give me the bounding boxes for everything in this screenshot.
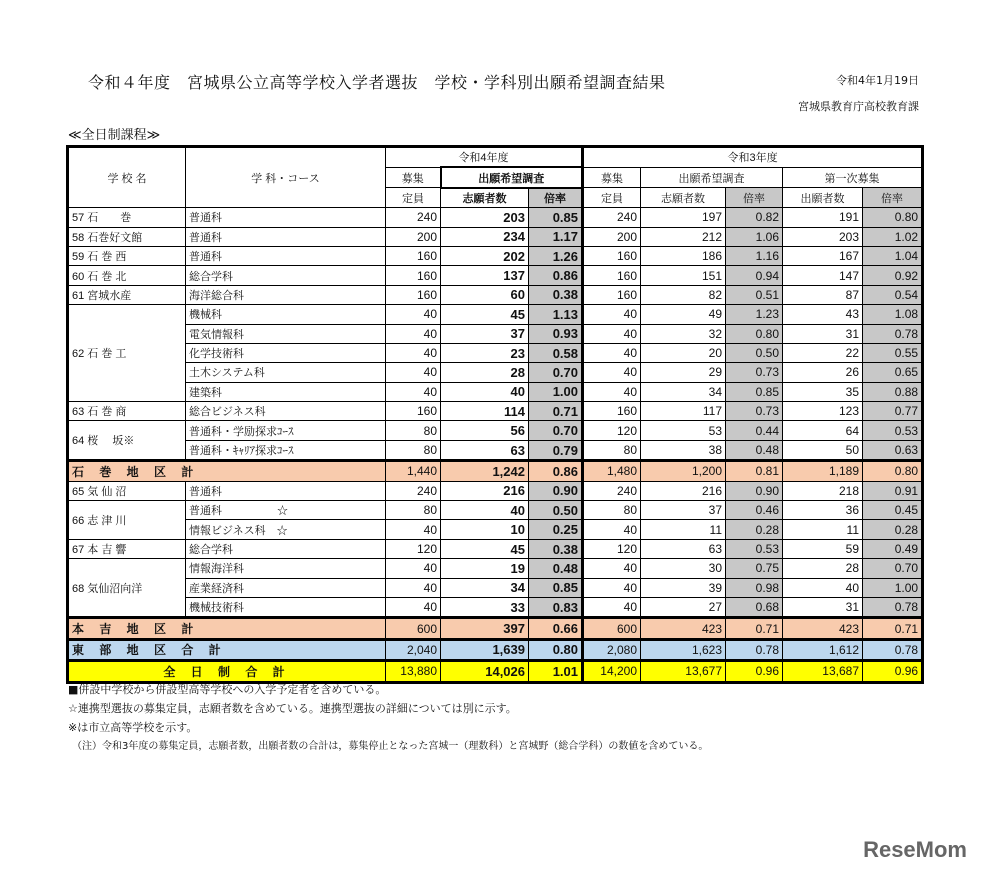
cell-ratio-first-r3: 1.00 xyxy=(863,578,923,597)
cell-ratio-r4: 0.58 xyxy=(529,343,583,362)
header-applicants-r4: 志願者数 xyxy=(441,188,529,208)
course-name: 電気情報科 xyxy=(186,324,386,343)
cell-ratio-r4: 0.70 xyxy=(529,421,583,440)
cell-ratio-r4: 0.83 xyxy=(529,597,583,617)
cell-teiin-r4: 13,880 xyxy=(386,661,441,682)
cell-teiin-r4: 40 xyxy=(386,382,441,401)
school-name: 58 石巻好文館 xyxy=(68,227,186,246)
cell-ratio-r3: 0.96 xyxy=(726,661,783,682)
cell-teiin-r3: 40 xyxy=(583,559,641,578)
cell-ratio-first-r3: 0.91 xyxy=(863,481,923,500)
course-name: 土木システム科 xyxy=(186,363,386,382)
cell-applicants-r3: 37 xyxy=(641,501,726,520)
cell-applicants-r3: 216 xyxy=(641,481,726,500)
cell-applicants-r4: 45 xyxy=(441,305,529,324)
cell-applicants-r3: 63 xyxy=(641,539,726,558)
cell-teiin-r3: 40 xyxy=(583,578,641,597)
cell-teiin-r4: 80 xyxy=(386,501,441,520)
cell-teiin-r3: 200 xyxy=(583,227,641,246)
subtotal-row xyxy=(68,639,923,660)
cell-ratio-r3: 0.48 xyxy=(726,440,783,460)
cell-shutsugan-r3: 1,612 xyxy=(783,639,863,660)
header-survey-r3: 出願希望調査 xyxy=(641,167,783,187)
cell-ratio-r3: 0.68 xyxy=(726,597,783,617)
cell-ratio-r4: 0.70 xyxy=(529,363,583,382)
cell-applicants-r3: 13,677 xyxy=(641,661,726,682)
cell-applicants-r4: 397 xyxy=(441,618,529,639)
course-name: 普通科・ｷｬﾘｱ探求ｺｰｽ xyxy=(186,440,386,460)
cell-ratio-first-r3: 0.78 xyxy=(863,639,923,660)
cell-ratio-r3: 0.98 xyxy=(726,578,783,597)
cell-ratio-r4: 0.50 xyxy=(529,501,583,520)
cell-applicants-r4: 60 xyxy=(441,285,529,304)
cell-ratio-r4: 0.86 xyxy=(529,266,583,285)
cell-applicants-r4: 63 xyxy=(441,440,529,460)
subtotal-row xyxy=(68,461,923,481)
table-row xyxy=(68,266,923,285)
cell-teiin-r4: 2,040 xyxy=(386,639,441,660)
cell-teiin-r3: 2,080 xyxy=(583,639,641,660)
table-row xyxy=(68,305,923,324)
cell-applicants-r4: 34 xyxy=(441,578,529,597)
cell-ratio-r3: 0.51 xyxy=(726,285,783,304)
cell-ratio-r3: 0.85 xyxy=(726,382,783,401)
cell-teiin-r3: 80 xyxy=(583,440,641,460)
header-first: 第一次募集 xyxy=(783,167,923,187)
course-name: 総合学科 xyxy=(186,266,386,285)
cell-ratio-r4: 0.85 xyxy=(529,208,583,227)
date: 令和4年1月19日 xyxy=(836,74,919,87)
cell-ratio-r4: 0.38 xyxy=(529,539,583,558)
cell-applicants-r3: 1,623 xyxy=(641,639,726,660)
course-name: 普通科 xyxy=(186,481,386,500)
cell-ratio-r4: 1.17 xyxy=(529,227,583,246)
cell-shutsugan-r3: 64 xyxy=(783,421,863,440)
table-row xyxy=(68,227,923,246)
cell-ratio-first-r3: 0.70 xyxy=(863,559,923,578)
cell-ratio-r4: 0.86 xyxy=(529,461,583,481)
school-name: 57 石 巻 xyxy=(68,208,186,227)
cell-ratio-r4: 0.66 xyxy=(529,618,583,639)
cell-ratio-r3: 0.46 xyxy=(726,501,783,520)
cell-ratio-r3: 1.06 xyxy=(726,227,783,246)
cell-teiin-r4: 1,440 xyxy=(386,461,441,481)
cell-teiin-r4: 200 xyxy=(386,227,441,246)
cell-applicants-r3: 117 xyxy=(641,402,726,421)
school-name: 61 宮城水産 xyxy=(68,285,186,304)
cell-teiin-r4: 40 xyxy=(386,578,441,597)
cell-applicants-r3: 39 xyxy=(641,578,726,597)
table-row xyxy=(68,363,923,382)
cell-applicants-r4: 216 xyxy=(441,481,529,500)
cell-ratio-first-r3: 0.53 xyxy=(863,421,923,440)
cell-ratio-r4: 0.85 xyxy=(529,578,583,597)
cell-ratio-r3: 0.90 xyxy=(726,481,783,500)
cell-teiin-r4: 80 xyxy=(386,421,441,440)
cell-ratio-r4: 0.80 xyxy=(529,639,583,660)
cell-shutsugan-r3: 31 xyxy=(783,324,863,343)
course-name: 普通科 xyxy=(186,246,386,265)
cell-teiin-r4: 80 xyxy=(386,440,441,460)
cell-ratio-first-r3: 0.78 xyxy=(863,597,923,617)
cell-teiin-r3: 40 xyxy=(583,597,641,617)
course-name: 機械科 xyxy=(186,305,386,324)
cell-teiin-r3: 14,200 xyxy=(583,661,641,682)
cell-ratio-r4: 0.79 xyxy=(529,440,583,460)
header-survey-r4: 出願希望調査 xyxy=(441,167,583,187)
cell-applicants-r3: 82 xyxy=(641,285,726,304)
cell-applicants-r4: 40 xyxy=(441,501,529,520)
school-name: 67 本 吉 響 xyxy=(68,539,186,558)
cell-ratio-first-r3: 0.63 xyxy=(863,440,923,460)
cell-ratio-r3: 0.80 xyxy=(726,324,783,343)
cell-ratio-first-r3: 0.54 xyxy=(863,285,923,304)
school-name: 68 気仙沼向洋 xyxy=(68,559,186,618)
cell-applicants-r3: 20 xyxy=(641,343,726,362)
note: ☆連携型選抜の募集定員，志願者数を含めている。連携型選抜の詳細については別に示す。 xyxy=(68,702,517,715)
table-row xyxy=(68,246,923,265)
cell-applicants-r3: 151 xyxy=(641,266,726,285)
subtotal-label: 石 巻 地 区 計 xyxy=(68,461,386,481)
cell-applicants-r3: 38 xyxy=(641,440,726,460)
cell-applicants-r4: 1,639 xyxy=(441,639,529,660)
cell-ratio-first-r3: 0.78 xyxy=(863,324,923,343)
page-title: 令和４年度 宮城県公立高等学校入学者選抜 学校・学科別出願希望調査結果 xyxy=(88,73,666,92)
cell-applicants-r4: 23 xyxy=(441,343,529,362)
course-name: 建築科 xyxy=(186,382,386,401)
cell-ratio-r4: 1.13 xyxy=(529,305,583,324)
table-row xyxy=(68,520,923,539)
note: ※は市立高等学校を示す。 xyxy=(68,721,198,734)
cell-ratio-first-r3: 1.04 xyxy=(863,246,923,265)
cell-teiin-r3: 120 xyxy=(583,421,641,440)
cell-ratio-r3: 0.71 xyxy=(726,618,783,639)
cell-applicants-r3: 53 xyxy=(641,421,726,440)
table-row xyxy=(68,481,923,500)
cell-applicants-r3: 32 xyxy=(641,324,726,343)
course-name: 海洋総合科 xyxy=(186,285,386,304)
cell-ratio-first-r3: 0.65 xyxy=(863,363,923,382)
header-r4: 令和4年度 xyxy=(386,147,583,168)
cell-ratio-r3: 0.44 xyxy=(726,421,783,440)
header-boshu: 募集 xyxy=(386,167,441,187)
cell-applicants-r4: 19 xyxy=(441,559,529,578)
header-ratio-first: 倍率 xyxy=(863,188,923,208)
cell-teiin-r4: 160 xyxy=(386,266,441,285)
cell-teiin-r3: 40 xyxy=(583,363,641,382)
subtotal-label: 本 吉 地 区 計 xyxy=(68,618,386,639)
table-row xyxy=(68,402,923,421)
cell-teiin-r4: 160 xyxy=(386,402,441,421)
cell-ratio-r3: 1.23 xyxy=(726,305,783,324)
cell-ratio-r3: 1.16 xyxy=(726,246,783,265)
cell-shutsugan-r3: 43 xyxy=(783,305,863,324)
cell-applicants-r4: 56 xyxy=(441,421,529,440)
cell-applicants-r3: 49 xyxy=(641,305,726,324)
cell-applicants-r4: 114 xyxy=(441,402,529,421)
cell-ratio-r3: 0.28 xyxy=(726,520,783,539)
cell-applicants-r3: 34 xyxy=(641,382,726,401)
cell-ratio-r4: 1.01 xyxy=(529,661,583,682)
course-name: 機械技術科 xyxy=(186,597,386,617)
cell-ratio-r3: 0.73 xyxy=(726,363,783,382)
school-name: 64 桜 坂※ xyxy=(68,421,186,461)
section-title: ≪全日制課程≫ xyxy=(68,128,161,143)
cell-ratio-r4: 0.71 xyxy=(529,402,583,421)
header-course: 学 科・コース xyxy=(186,147,386,208)
cell-shutsugan-r3: 40 xyxy=(783,578,863,597)
cell-ratio-first-r3: 1.02 xyxy=(863,227,923,246)
cell-teiin-r3: 40 xyxy=(583,382,641,401)
cell-shutsugan-r3: 28 xyxy=(783,559,863,578)
cell-shutsugan-r3: 13,687 xyxy=(783,661,863,682)
cell-ratio-first-r3: 0.92 xyxy=(863,266,923,285)
cell-ratio-r4: 1.00 xyxy=(529,382,583,401)
table-row xyxy=(68,559,923,578)
department: 宮城県教育庁高校教育課 xyxy=(798,100,919,113)
course-name: 産業経済科 xyxy=(186,578,386,597)
cell-applicants-r3: 27 xyxy=(641,597,726,617)
cell-teiin-r4: 40 xyxy=(386,324,441,343)
subtotal-label: 東 部 地 区 合 計 xyxy=(68,639,386,660)
cell-shutsugan-r3: 11 xyxy=(783,520,863,539)
cell-shutsugan-r3: 26 xyxy=(783,363,863,382)
cell-shutsugan-r3: 59 xyxy=(783,539,863,558)
subtotal-row xyxy=(68,661,923,682)
school-name: 65 気 仙 沼 xyxy=(68,481,186,500)
course-name: 普通科 xyxy=(186,208,386,227)
course-name: 情報ビジネス科 ☆ xyxy=(186,520,386,539)
cell-applicants-r3: 30 xyxy=(641,559,726,578)
cell-applicants-r4: 33 xyxy=(441,597,529,617)
header-boshu-r3: 募集 xyxy=(583,167,641,187)
cell-applicants-r3: 29 xyxy=(641,363,726,382)
cell-teiin-r3: 1,480 xyxy=(583,461,641,481)
cell-teiin-r4: 160 xyxy=(386,285,441,304)
course-name: 情報海洋科 xyxy=(186,559,386,578)
cell-teiin-r4: 40 xyxy=(386,363,441,382)
cell-shutsugan-r3: 50 xyxy=(783,440,863,460)
school-name: 62 石 巻 工 xyxy=(68,305,186,402)
cell-applicants-r3: 186 xyxy=(641,246,726,265)
cell-ratio-first-r3: 0.88 xyxy=(863,382,923,401)
notes xyxy=(68,680,708,756)
cell-ratio-r3: 0.73 xyxy=(726,402,783,421)
cell-teiin-r3: 120 xyxy=(583,539,641,558)
course-name: 化学技術科 xyxy=(186,343,386,362)
cell-teiin-r3: 40 xyxy=(583,343,641,362)
table-row xyxy=(68,343,923,362)
school-name: 63 石 巻 商 xyxy=(68,402,186,421)
cell-teiin-r4: 160 xyxy=(386,246,441,265)
table-row xyxy=(68,578,923,597)
cell-applicants-r4: 202 xyxy=(441,246,529,265)
school-name: 60 石 巻 北 xyxy=(68,266,186,285)
table-row xyxy=(68,208,923,227)
cell-teiin-r3: 160 xyxy=(583,266,641,285)
cell-ratio-r3: 0.53 xyxy=(726,539,783,558)
table-row xyxy=(68,285,923,304)
cell-ratio-first-r3: 0.80 xyxy=(863,461,923,481)
course-name: 普通科 ☆ xyxy=(186,501,386,520)
cell-ratio-first-r3: 0.71 xyxy=(863,618,923,639)
cell-teiin-r3: 40 xyxy=(583,324,641,343)
note: ■併設中学校から併設型高等学校への入学予定者を含めている。 xyxy=(68,683,387,696)
cell-shutsugan-r3: 123 xyxy=(783,402,863,421)
table-row xyxy=(68,539,923,558)
cell-ratio-r4: 0.90 xyxy=(529,481,583,500)
cell-teiin-r3: 160 xyxy=(583,285,641,304)
cell-applicants-r4: 10 xyxy=(441,520,529,539)
cell-ratio-r3: 0.82 xyxy=(726,208,783,227)
cell-shutsugan-r3: 22 xyxy=(783,343,863,362)
cell-ratio-r4: 0.93 xyxy=(529,324,583,343)
cell-ratio-r4: 0.25 xyxy=(529,520,583,539)
table-row xyxy=(68,597,923,617)
cell-ratio-first-r3: 0.45 xyxy=(863,501,923,520)
cell-applicants-r4: 28 xyxy=(441,363,529,382)
cell-ratio-first-r3: 0.49 xyxy=(863,539,923,558)
cell-applicants-r4: 14,026 xyxy=(441,661,529,682)
cell-shutsugan-r3: 423 xyxy=(783,618,863,639)
cell-shutsugan-r3: 36 xyxy=(783,501,863,520)
table-row xyxy=(68,421,923,440)
cell-applicants-r4: 137 xyxy=(441,266,529,285)
cell-teiin-r3: 160 xyxy=(583,246,641,265)
table-row xyxy=(68,382,923,401)
subtotal-row xyxy=(68,618,923,639)
cell-ratio-first-r3: 0.55 xyxy=(863,343,923,362)
cell-applicants-r4: 45 xyxy=(441,539,529,558)
cell-teiin-r4: 120 xyxy=(386,539,441,558)
cell-shutsugan-r3: 31 xyxy=(783,597,863,617)
table-row xyxy=(68,501,923,520)
resemom-logo: ReseMom xyxy=(863,837,967,862)
cell-ratio-r4: 0.38 xyxy=(529,285,583,304)
header-school: 学 校 名 xyxy=(68,147,186,208)
header-ratio-r3: 倍率 xyxy=(726,188,783,208)
header-shutsugan: 出願者数 xyxy=(783,188,863,208)
cell-ratio-r3: 0.94 xyxy=(726,266,783,285)
course-name: 普通科 xyxy=(186,227,386,246)
cell-applicants-r3: 423 xyxy=(641,618,726,639)
cell-teiin-r3: 600 xyxy=(583,618,641,639)
cell-shutsugan-r3: 203 xyxy=(783,227,863,246)
cell-applicants-r3: 212 xyxy=(641,227,726,246)
cell-applicants-r3: 1,200 xyxy=(641,461,726,481)
cell-applicants-r4: 234 xyxy=(441,227,529,246)
header-teiin: 定員 xyxy=(386,188,441,208)
cell-shutsugan-r3: 167 xyxy=(783,246,863,265)
header-teiin-r3: 定員 xyxy=(583,188,641,208)
cell-teiin-r3: 80 xyxy=(583,501,641,520)
cell-teiin-r4: 40 xyxy=(386,305,441,324)
cell-teiin-r4: 600 xyxy=(386,618,441,639)
table-row xyxy=(68,440,923,460)
cell-teiin-r4: 40 xyxy=(386,343,441,362)
cell-applicants-r3: 11 xyxy=(641,520,726,539)
cell-ratio-first-r3: 0.77 xyxy=(863,402,923,421)
cell-shutsugan-r3: 147 xyxy=(783,266,863,285)
header-ratio-r4: 倍率 xyxy=(529,188,583,208)
school-name: 59 石 巻 西 xyxy=(68,246,186,265)
cell-teiin-r4: 240 xyxy=(386,481,441,500)
cell-applicants-r4: 37 xyxy=(441,324,529,343)
cell-ratio-r3: 0.81 xyxy=(726,461,783,481)
cell-ratio-first-r3: 0.96 xyxy=(863,661,923,682)
cell-teiin-r4: 40 xyxy=(386,520,441,539)
cell-ratio-first-r3: 0.80 xyxy=(863,208,923,227)
cell-ratio-r4: 0.48 xyxy=(529,559,583,578)
cell-shutsugan-r3: 191 xyxy=(783,208,863,227)
cell-ratio-r3: 0.50 xyxy=(726,343,783,362)
cell-shutsugan-r3: 218 xyxy=(783,481,863,500)
note: （注）令和3年度の募集定員，志願者数，出願者数の合計は，募集停止となった宮城一（理数科）と宮城野（総合学科）の数値を含めている。 xyxy=(72,741,709,752)
header-applicants-r3: 志願者数 xyxy=(641,188,726,208)
course-name: 普通科・学励探求ｺｰｽ xyxy=(186,421,386,440)
course-name: 総合ビジネス科 xyxy=(186,402,386,421)
cell-applicants-r4: 203 xyxy=(441,208,529,227)
cell-teiin-r4: 40 xyxy=(386,559,441,578)
cell-ratio-r3: 0.78 xyxy=(726,639,783,660)
cell-teiin-r4: 40 xyxy=(386,597,441,617)
cell-shutsugan-r3: 1,189 xyxy=(783,461,863,481)
cell-teiin-r4: 240 xyxy=(386,208,441,227)
cell-teiin-r3: 40 xyxy=(583,520,641,539)
cell-ratio-r3: 0.75 xyxy=(726,559,783,578)
cell-teiin-r3: 240 xyxy=(583,208,641,227)
course-name: 総合学科 xyxy=(186,539,386,558)
cell-ratio-first-r3: 1.08 xyxy=(863,305,923,324)
subtotal-label: 全 日 制 合 計 xyxy=(68,661,386,682)
cell-applicants-r4: 40 xyxy=(441,382,529,401)
table-row xyxy=(68,324,923,343)
cell-teiin-r3: 160 xyxy=(583,402,641,421)
school-name: 66 志 津 川 xyxy=(68,501,186,540)
cell-applicants-r4: 1,242 xyxy=(441,461,529,481)
cell-shutsugan-r3: 35 xyxy=(783,382,863,401)
cell-teiin-r3: 240 xyxy=(583,481,641,500)
header-r3: 令和3年度 xyxy=(583,147,923,168)
results-table xyxy=(66,145,924,684)
cell-ratio-r4: 1.26 xyxy=(529,246,583,265)
cell-ratio-first-r3: 0.28 xyxy=(863,520,923,539)
cell-shutsugan-r3: 87 xyxy=(783,285,863,304)
cell-applicants-r3: 197 xyxy=(641,208,726,227)
cell-teiin-r3: 40 xyxy=(583,305,641,324)
